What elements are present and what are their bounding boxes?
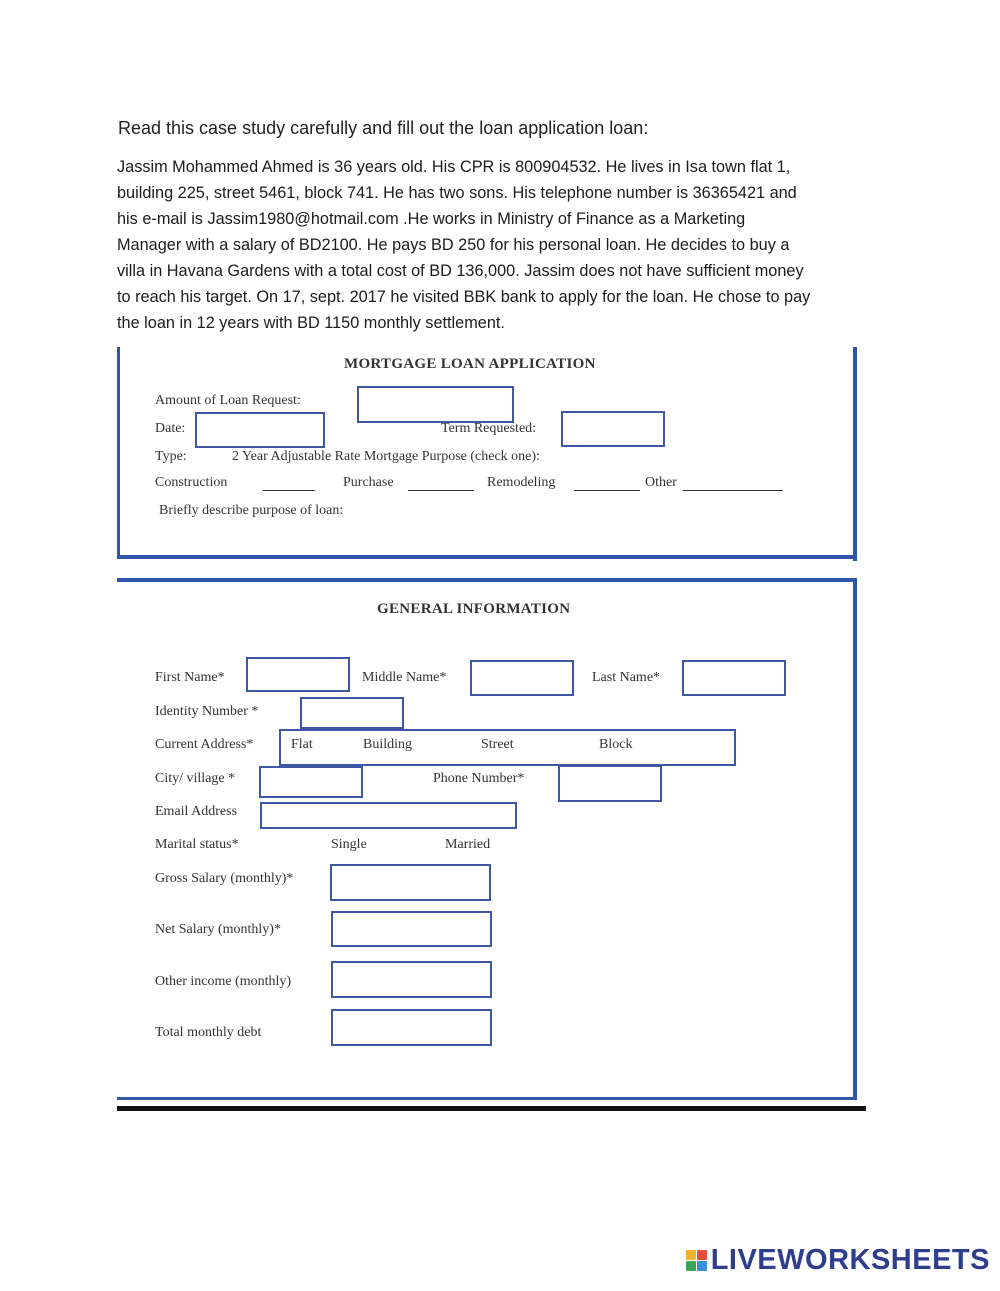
street-label: Street <box>481 737 514 752</box>
page-rule <box>117 1106 866 1111</box>
flat-label: Flat <box>291 737 313 752</box>
other-label: Other <box>645 475 677 490</box>
identity-label: Identity Number * <box>155 704 259 719</box>
other-blank[interactable] <box>683 478 783 491</box>
general-title: GENERAL INFORMATION <box>377 601 571 617</box>
term-label: Term Requested: <box>441 421 537 436</box>
phone-input[interactable] <box>558 765 662 802</box>
gross-salary-input[interactable] <box>330 864 491 901</box>
logo-mark-icon <box>686 1250 707 1271</box>
type-text: 2 Year Adjustable Rate Mortgage Purpose (check one): <box>232 449 540 464</box>
date-label: Date: <box>155 421 186 436</box>
net-salary-label: Net Salary (monthly)* <box>155 922 281 937</box>
city-label: City/ village * <box>155 771 236 786</box>
case-line: the loan in 12 years with BD 1150 monthly settlement. <box>117 314 505 332</box>
first-name-label: First Name* <box>155 670 225 685</box>
gross-salary-label: Gross Salary (monthly)* <box>155 871 294 886</box>
case-line: Manager with a salary of BD2100. He pays BD 250 for his personal loan. He decides to buy a <box>117 236 790 254</box>
panel-border-right <box>853 347 857 561</box>
remodeling-label: Remodeling <box>487 475 556 490</box>
liveworksheets-logo <box>686 1244 990 1277</box>
email-input[interactable] <box>260 802 517 829</box>
other-income-label: Other income (monthly) <box>155 974 292 989</box>
panel-border-top <box>117 578 857 582</box>
instruction-heading: Read this case study carefully and fill out the loan application loan: <box>118 118 649 138</box>
middle-name-label: Middle Name* <box>362 670 447 685</box>
case-line: villa in Havana Gardens with a total cost of BD 136,000. Jassim does not have sufficient money <box>117 262 804 280</box>
purchase-blank[interactable] <box>408 478 474 491</box>
other-income-input[interactable] <box>331 961 492 998</box>
married-option[interactable]: Married <box>445 837 491 852</box>
case-line: building 225, street 5461, block 741. He has two sons. His telephone number is 36365421 and <box>117 184 797 202</box>
net-salary-input[interactable] <box>331 911 492 947</box>
mortgage-title: MORTGAGE LOAN APPLICATION <box>344 356 596 372</box>
construction-blank[interactable] <box>263 478 315 491</box>
identity-input[interactable] <box>300 697 404 729</box>
logo-text: LIVEWORKSHEETS <box>710 1244 990 1276</box>
last-name-input[interactable] <box>682 660 786 696</box>
first-name-input[interactable] <box>246 657 350 692</box>
email-label: Email Address <box>155 804 238 819</box>
phone-label: Phone Number* <box>433 771 525 786</box>
total-debt-input[interactable] <box>331 1009 492 1046</box>
last-name-label: Last Name* <box>592 670 661 685</box>
block-label: Block <box>599 737 633 752</box>
construction-label: Construction <box>155 475 228 490</box>
case-study-paragraph <box>117 154 887 336</box>
panel-border-right <box>853 578 857 1100</box>
single-option[interactable]: Single <box>331 837 367 852</box>
remodeling-blank[interactable] <box>574 478 640 491</box>
building-label: Building <box>363 737 413 752</box>
case-line: Jassim Mohammed Ahmed is 36 years old. His CPR is 800904532. He lives in Isa town flat 1, <box>117 158 791 176</box>
amount-label: Amount of Loan Request: <box>155 393 301 408</box>
marital-label: Marital status* <box>155 837 239 852</box>
term-input[interactable] <box>561 411 665 447</box>
loan-amount-input[interactable] <box>357 386 514 423</box>
describe-label: Briefly describe purpose of loan: <box>159 503 344 518</box>
panel-border-bottom-blue <box>117 1097 857 1100</box>
total-debt-label: Total monthly debt <box>155 1025 262 1040</box>
address-label: Current Address* <box>155 737 254 752</box>
city-input[interactable] <box>259 766 363 798</box>
panel-border-left <box>117 347 120 559</box>
middle-name-input[interactable] <box>470 660 574 696</box>
case-line: to reach his target. On 17, sept. 2017 he visited BBK bank to apply for the loan. He chose to pay <box>117 288 811 306</box>
type-label: Type: <box>155 449 187 464</box>
panel-border-bottom <box>117 555 857 559</box>
purchase-label: Purchase <box>343 475 394 490</box>
case-line: his e-mail is Jassim1980@hotmail.com .He works in Ministry of Finance as a Marketing <box>117 210 746 228</box>
date-input[interactable] <box>195 412 325 448</box>
